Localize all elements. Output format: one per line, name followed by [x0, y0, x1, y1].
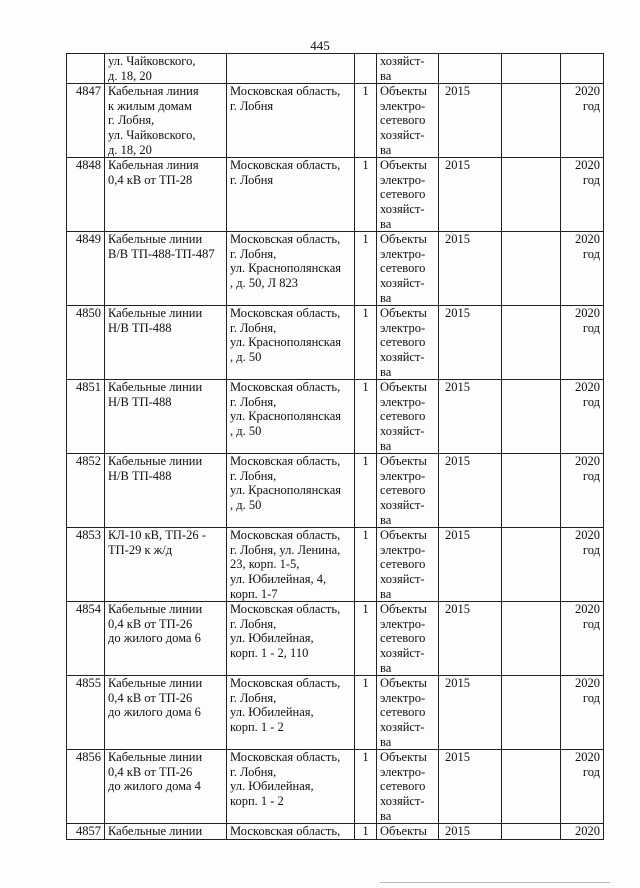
cell-empty: [502, 232, 561, 306]
name-line: до жилого дома 6: [108, 705, 201, 720]
address-line: Московская область,: [230, 528, 341, 543]
name-line: Н/В ТП-488: [108, 320, 172, 335]
cell-address: [227, 824, 355, 840]
name-line: Кабельная линия: [108, 158, 199, 173]
cell-empty: [502, 158, 561, 232]
type-line: Объекты: [380, 232, 427, 247]
cell-address: [227, 750, 355, 824]
address-line: г. Лобня,: [230, 320, 277, 335]
row-number: 4852: [76, 454, 101, 469]
page-number: 445: [310, 38, 330, 53]
cell-term: [561, 454, 604, 528]
name-line: до жилого дома 6: [108, 631, 201, 646]
address-line: ул. Юбилейная,: [230, 631, 314, 646]
term-line: год: [582, 394, 600, 409]
cell-year: [439, 84, 502, 158]
cell-address: [227, 84, 355, 158]
cell-object-type: [377, 454, 439, 528]
type-line: электро-: [380, 690, 426, 705]
cell-term: [561, 528, 604, 602]
address-line: г. Лобня,: [230, 246, 277, 261]
term-line: год: [582, 764, 600, 779]
type-line: хозяйст-: [380, 793, 425, 808]
cell-name: [105, 54, 227, 84]
type-line: Объекты: [380, 380, 427, 395]
address-line: , д. 50: [230, 349, 262, 364]
cell-number: [67, 824, 105, 840]
cell-object-type: [377, 824, 439, 840]
quantity-value: 1: [362, 232, 369, 247]
type-line: ва: [380, 808, 392, 823]
cell-term: [561, 380, 604, 454]
year-value: 2015: [445, 306, 470, 321]
cell-address: [227, 528, 355, 602]
name-line: 0,4 кВ от ТП-26: [108, 690, 193, 705]
year-value: 2015: [445, 750, 470, 765]
term-line: 2020: [575, 602, 600, 617]
type-line: сетевого: [380, 409, 426, 424]
cell-name: [105, 824, 227, 840]
cell-empty: [502, 84, 561, 158]
term-line: 2020: [575, 306, 600, 321]
type-line: Объекты: [380, 454, 427, 469]
type-line: электро-: [380, 764, 426, 779]
cell-quantity: [355, 750, 377, 824]
term-line: 2020: [575, 676, 600, 691]
type-line: Объекты: [380, 528, 427, 543]
year-value: 2015: [445, 84, 470, 99]
name-line: к жилым домам: [108, 98, 192, 113]
address-line: Московская область,: [230, 824, 341, 839]
type-line: сетевого: [380, 779, 426, 794]
type-line: хозяйст-: [380, 645, 425, 660]
name-line: 0,4 кВ от ТП-28: [108, 172, 193, 187]
registry-table: [66, 53, 604, 840]
address-line: Московская область,: [230, 306, 341, 321]
cell-name: [105, 750, 227, 824]
name-line: Кабельная линия: [108, 84, 199, 99]
cell-object-type: [377, 54, 439, 84]
name-line: г. Лобня,: [108, 113, 155, 128]
term-line: 2020: [575, 158, 600, 173]
name-line: д. 18, 20: [108, 142, 152, 157]
cell-quantity: [355, 602, 377, 676]
cell-address: [227, 454, 355, 528]
type-line: ва: [380, 586, 392, 601]
row-number: 4857: [76, 824, 101, 839]
type-line: хозяйст-: [380, 275, 425, 290]
cell-number: [67, 158, 105, 232]
type-line: сетевого: [380, 631, 426, 646]
address-line: корп. 1 - 2: [230, 793, 284, 808]
cell-object-type: [377, 676, 439, 750]
cell-quantity: [355, 528, 377, 602]
address-line: Московская область,: [230, 380, 341, 395]
quantity-value: 1: [362, 380, 369, 395]
address-line: Московская область,: [230, 454, 341, 469]
cell-term: [561, 602, 604, 676]
cell-object-type: [377, 306, 439, 380]
address-line: Московская область,: [230, 750, 341, 765]
quantity-value: 1: [362, 454, 369, 469]
name-line: Кабельные линии: [108, 380, 203, 395]
type-line: электро-: [380, 172, 426, 187]
type-line: ва: [380, 216, 392, 231]
type-line: ва: [380, 512, 392, 527]
row-number: 4847: [76, 84, 101, 99]
cell-year: [439, 750, 502, 824]
quantity-value: 1: [362, 306, 369, 321]
type-line: хозяйст-: [380, 349, 425, 364]
cell-number: [67, 306, 105, 380]
cell-address: [227, 54, 355, 84]
type-line: ва: [380, 734, 392, 749]
cell-address: [227, 602, 355, 676]
term-line: год: [582, 690, 600, 705]
cell-empty: [502, 54, 561, 84]
term-line: 2020: [575, 84, 600, 99]
quantity-value: 1: [362, 824, 369, 839]
cell-name: [105, 676, 227, 750]
term-line: 2020: [575, 380, 600, 395]
address-line: ул. Краснополянская: [230, 261, 341, 276]
address-line: ул. Краснополянская: [230, 335, 341, 350]
cell-name: [105, 158, 227, 232]
term-line: год: [582, 542, 600, 557]
address-line: 23, корп. 1-5,: [230, 557, 300, 572]
year-value: 2015: [445, 602, 470, 617]
name-line: ТП-29 к ж/д: [108, 542, 173, 557]
name-line: Кабельные линии: [108, 306, 203, 321]
type-line: электро-: [380, 98, 426, 113]
address-line: г. Лобня,: [230, 690, 277, 705]
cell-term: [561, 158, 604, 232]
address-line: корп. 1 - 2: [230, 719, 284, 734]
type-line: хозяйст-: [380, 423, 425, 438]
cell-empty: [502, 454, 561, 528]
name-line: Н/В ТП-488: [108, 468, 172, 483]
cell-number: [67, 84, 105, 158]
table-row: [67, 528, 604, 602]
bottom-rule: [380, 882, 610, 883]
type-line: Объекты: [380, 824, 427, 839]
type-line: хозяйст-: [380, 54, 425, 68]
cell-term: [561, 232, 604, 306]
address-line: Московская область,: [230, 158, 341, 173]
cell-number: [67, 380, 105, 454]
type-line: электро-: [380, 320, 426, 335]
name-line: до жилого дома 4: [108, 779, 201, 794]
cell-year: [439, 454, 502, 528]
type-line: ва: [380, 290, 392, 305]
cell-object-type: [377, 380, 439, 454]
table-row: [67, 158, 604, 232]
name-line: ул. Чайковского,: [108, 54, 196, 68]
table-row: [67, 602, 604, 676]
name-line: д. 18, 20: [108, 68, 152, 83]
address-line: Московская область,: [230, 84, 341, 99]
quantity-value: 1: [362, 602, 369, 617]
name-line: В/В ТП-488-ТП-487: [108, 246, 215, 261]
year-value: 2015: [445, 824, 470, 839]
type-line: электро-: [380, 542, 426, 557]
address-line: г. Лобня,: [230, 616, 277, 631]
type-line: сетевого: [380, 261, 426, 276]
cell-term: [561, 84, 604, 158]
term-line: год: [582, 246, 600, 261]
table-row: [67, 676, 604, 750]
cell-name: [105, 306, 227, 380]
table-row: [67, 824, 604, 840]
cell-empty: [502, 602, 561, 676]
cell-quantity: [355, 232, 377, 306]
address-line: г. Лобня: [230, 98, 274, 113]
address-line: ул. Краснополянская: [230, 483, 341, 498]
cell-number: [67, 528, 105, 602]
address-line: , д. 50, Л 823: [230, 275, 298, 290]
type-line: сетевого: [380, 335, 426, 350]
term-line: 2020: [575, 528, 600, 543]
name-line: Кабельные линии: [108, 602, 203, 617]
cell-empty: [502, 676, 561, 750]
address-line: г. Лобня,: [230, 394, 277, 409]
cell-term: [561, 306, 604, 380]
term-line: 2020: [575, 824, 600, 839]
term-line: год: [582, 98, 600, 113]
year-value: 2015: [445, 528, 470, 543]
cell-object-type: [377, 750, 439, 824]
table-row-continuation: [67, 54, 604, 84]
cell-address: [227, 232, 355, 306]
cell-object-type: [377, 232, 439, 306]
type-line: хозяйст-: [380, 571, 425, 586]
cell-quantity: [355, 380, 377, 454]
quantity-value: 1: [362, 750, 369, 765]
cell-number: [67, 232, 105, 306]
type-line: хозяйст-: [380, 719, 425, 734]
cell-address: [227, 380, 355, 454]
name-line: Кабельные линии: [108, 750, 203, 765]
type-line: ва: [380, 142, 392, 157]
type-line: электро-: [380, 246, 426, 261]
cell-name: [105, 84, 227, 158]
type-line: хозяйст-: [380, 201, 425, 216]
address-line: ул. Юбилейная,: [230, 779, 314, 794]
registry-table-body: [67, 54, 604, 840]
address-line: ул. Юбилейная,: [230, 705, 314, 720]
cell-quantity: [355, 454, 377, 528]
cell-year: [439, 232, 502, 306]
cell-year: [439, 824, 502, 840]
address-line: Московская область,: [230, 232, 341, 247]
cell-number: [67, 750, 105, 824]
cell-number: [67, 676, 105, 750]
quantity-value: 1: [362, 158, 369, 173]
cell-quantity: [355, 676, 377, 750]
name-line: Н/В ТП-488: [108, 394, 172, 409]
cell-year: [439, 158, 502, 232]
address-line: , д. 50: [230, 423, 262, 438]
row-number: 4851: [76, 380, 101, 395]
name-line: Кабельные линии: [108, 232, 203, 247]
type-line: ва: [380, 660, 392, 675]
cell-year: [439, 676, 502, 750]
cell-quantity: [355, 306, 377, 380]
type-line: электро-: [380, 394, 426, 409]
cell-name: [105, 232, 227, 306]
address-line: г. Лобня: [230, 172, 274, 187]
quantity-value: 1: [362, 528, 369, 543]
address-line: г. Лобня, ул. Ленина,: [230, 542, 341, 557]
cell-empty: [502, 306, 561, 380]
name-line: КЛ-10 кВ, ТП-26 -: [108, 528, 206, 543]
cell-quantity: [355, 158, 377, 232]
term-line: год: [582, 616, 600, 631]
cell-name: [105, 528, 227, 602]
cell-object-type: [377, 158, 439, 232]
table-row: [67, 232, 604, 306]
row-number: 4856: [76, 750, 101, 765]
cell-object-type: [377, 602, 439, 676]
quantity-value: 1: [362, 676, 369, 691]
term-line: 2020: [575, 750, 600, 765]
cell-term: [561, 676, 604, 750]
type-line: Объекты: [380, 750, 427, 765]
cell-year: [439, 306, 502, 380]
name-line: Кабельные линии: [108, 676, 203, 691]
cell-address: [227, 306, 355, 380]
cell-term: [561, 750, 604, 824]
cell-name: [105, 602, 227, 676]
cell-empty: [502, 528, 561, 602]
type-line: сетевого: [380, 187, 426, 202]
cell-number: [67, 602, 105, 676]
cell-term: [561, 824, 604, 840]
cell-object-type: [377, 528, 439, 602]
type-line: сетевого: [380, 483, 426, 498]
name-line: Кабельные линии: [108, 824, 203, 839]
type-line: Объекты: [380, 84, 427, 99]
cell-year: [439, 54, 502, 84]
table-row: [67, 84, 604, 158]
type-line: сетевого: [380, 705, 426, 720]
cell-year: [439, 528, 502, 602]
address-line: корп. 1-7: [230, 586, 278, 601]
row-number: 4849: [76, 232, 101, 247]
cell-year: [439, 602, 502, 676]
address-line: ул. Краснополянская: [230, 409, 341, 424]
cell-number: [67, 54, 105, 84]
type-line: хозяйст-: [380, 497, 425, 512]
row-number: 4848: [76, 158, 101, 173]
cell-quantity: [355, 824, 377, 840]
year-value: 2015: [445, 454, 470, 469]
cell-term: [561, 54, 604, 84]
cell-address: [227, 158, 355, 232]
term-line: 2020: [575, 454, 600, 469]
address-line: , д. 50: [230, 497, 262, 512]
type-line: ва: [380, 364, 392, 379]
term-line: год: [582, 468, 600, 483]
type-line: хозяйст-: [380, 127, 425, 142]
cell-quantity: [355, 84, 377, 158]
term-line: год: [582, 172, 600, 187]
address-line: г. Лобня,: [230, 468, 277, 483]
address-line: Московская область,: [230, 602, 341, 617]
table-row: [67, 380, 604, 454]
type-line: Объекты: [380, 158, 427, 173]
cell-name: [105, 454, 227, 528]
type-line: Объекты: [380, 676, 427, 691]
cell-year: [439, 380, 502, 454]
quantity-value: 1: [362, 84, 369, 99]
address-line: корп. 1 - 2, 110: [230, 645, 309, 660]
table-row: [67, 750, 604, 824]
row-number: 4854: [76, 602, 101, 617]
address-line: ул. Юбилейная, 4,: [230, 571, 327, 586]
cell-address: [227, 676, 355, 750]
year-value: 2015: [445, 380, 470, 395]
name-line: 0,4 кВ от ТП-26: [108, 764, 193, 779]
cell-empty: [502, 750, 561, 824]
year-value: 2015: [445, 232, 470, 247]
address-line: Московская область,: [230, 676, 341, 691]
cell-name: [105, 380, 227, 454]
table-row: [67, 454, 604, 528]
cell-empty: [502, 824, 561, 840]
row-number: 4850: [76, 306, 101, 321]
address-line: г. Лобня,: [230, 764, 277, 779]
name-line: Кабельные линии: [108, 454, 203, 469]
cell-object-type: [377, 84, 439, 158]
term-line: год: [582, 320, 600, 335]
year-value: 2015: [445, 676, 470, 691]
type-line: ва: [380, 438, 392, 453]
type-line: Объекты: [380, 602, 427, 617]
year-value: 2015: [445, 158, 470, 173]
term-line: 2020: [575, 232, 600, 247]
name-line: 0,4 кВ от ТП-26: [108, 616, 193, 631]
type-line: электро-: [380, 616, 426, 631]
type-line: ва: [380, 68, 392, 83]
type-line: сетевого: [380, 557, 426, 572]
table-row: [67, 306, 604, 380]
name-line: ул. Чайковского,: [108, 127, 196, 142]
row-number: 4855: [76, 676, 101, 691]
cell-number: [67, 454, 105, 528]
cell-quantity: [355, 54, 377, 84]
type-line: сетевого: [380, 113, 426, 128]
row-number: 4853: [76, 528, 101, 543]
type-line: электро-: [380, 468, 426, 483]
cell-empty: [502, 380, 561, 454]
type-line: Объекты: [380, 306, 427, 321]
